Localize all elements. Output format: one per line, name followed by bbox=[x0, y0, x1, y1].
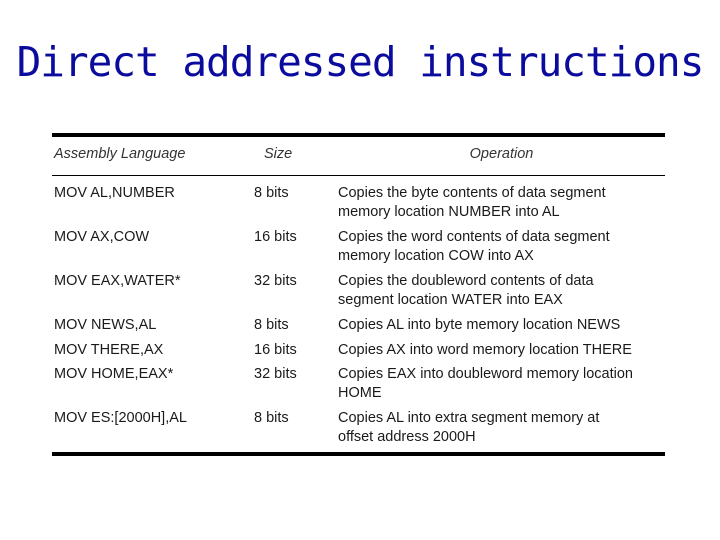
operation-line: Copies the doubleword contents of data bbox=[338, 273, 594, 289]
table-bottom-rule bbox=[52, 452, 665, 456]
cell-assembly: MOV EAX,WATER* bbox=[54, 273, 181, 289]
operation-line: Copies AL into byte memory location NEWS bbox=[338, 317, 621, 333]
operation-line: Copies AL into extra segment memory at bbox=[338, 410, 600, 426]
cell-assembly: MOV THERE,AX bbox=[54, 341, 164, 358]
table-row bbox=[52, 272, 665, 309]
cell-size: 8 bits bbox=[254, 410, 289, 426]
cell-size: 16 bits bbox=[254, 229, 297, 245]
table-row bbox=[52, 341, 665, 360]
cell-operation bbox=[338, 272, 665, 309]
table-header-rule bbox=[52, 175, 665, 176]
cell-operation bbox=[338, 228, 665, 265]
cell-size: 16 bits bbox=[254, 341, 297, 358]
operation-line: Copies EAX into doubleword memory location bbox=[338, 366, 633, 382]
slide-title: Direct addressed instructions bbox=[16, 38, 704, 86]
header-assembly-language: Assembly Language bbox=[54, 146, 186, 162]
table-row bbox=[52, 409, 665, 446]
operation-line: memory location NUMBER into AL bbox=[338, 203, 560, 220]
cell-size: 32 bits bbox=[254, 273, 297, 289]
table-row bbox=[52, 365, 665, 402]
instruction-table bbox=[52, 133, 665, 456]
table-row bbox=[52, 228, 665, 265]
header-size: Size bbox=[264, 146, 293, 162]
header-operation: Operation bbox=[469, 146, 534, 162]
operation-line: memory location COW into AX bbox=[338, 247, 534, 264]
cell-assembly: MOV AX,COW bbox=[54, 229, 150, 245]
cell-operation bbox=[338, 409, 665, 446]
operation-line: Copies the byte contents of data segment bbox=[338, 185, 606, 201]
cell-operation bbox=[338, 365, 665, 402]
cell-operation bbox=[338, 184, 665, 221]
cell-assembly: MOV HOME,EAX* bbox=[54, 366, 174, 382]
operation-line: segment location WATER into EAX bbox=[338, 291, 563, 308]
cell-size: 8 bits bbox=[254, 317, 289, 333]
cell-size: 32 bits bbox=[254, 366, 297, 382]
cell-assembly: MOV AL,NUMBER bbox=[54, 185, 175, 201]
cell-operation bbox=[338, 341, 665, 360]
operation-line: Copies the word contents of data segment bbox=[338, 229, 610, 245]
table-header-row bbox=[52, 137, 665, 171]
table-row bbox=[52, 316, 665, 335]
operation-line: offset address 2000H bbox=[338, 428, 476, 445]
cell-assembly: MOV NEWS,AL bbox=[54, 317, 157, 333]
operation-line: HOME bbox=[338, 384, 382, 401]
cell-operation bbox=[338, 316, 665, 335]
operation-line: Copies AX into word memory location THERE bbox=[338, 341, 632, 358]
cell-size: 8 bits bbox=[254, 185, 289, 201]
cell-assembly: MOV ES:[2000H],AL bbox=[54, 410, 187, 426]
table-row bbox=[52, 184, 665, 221]
